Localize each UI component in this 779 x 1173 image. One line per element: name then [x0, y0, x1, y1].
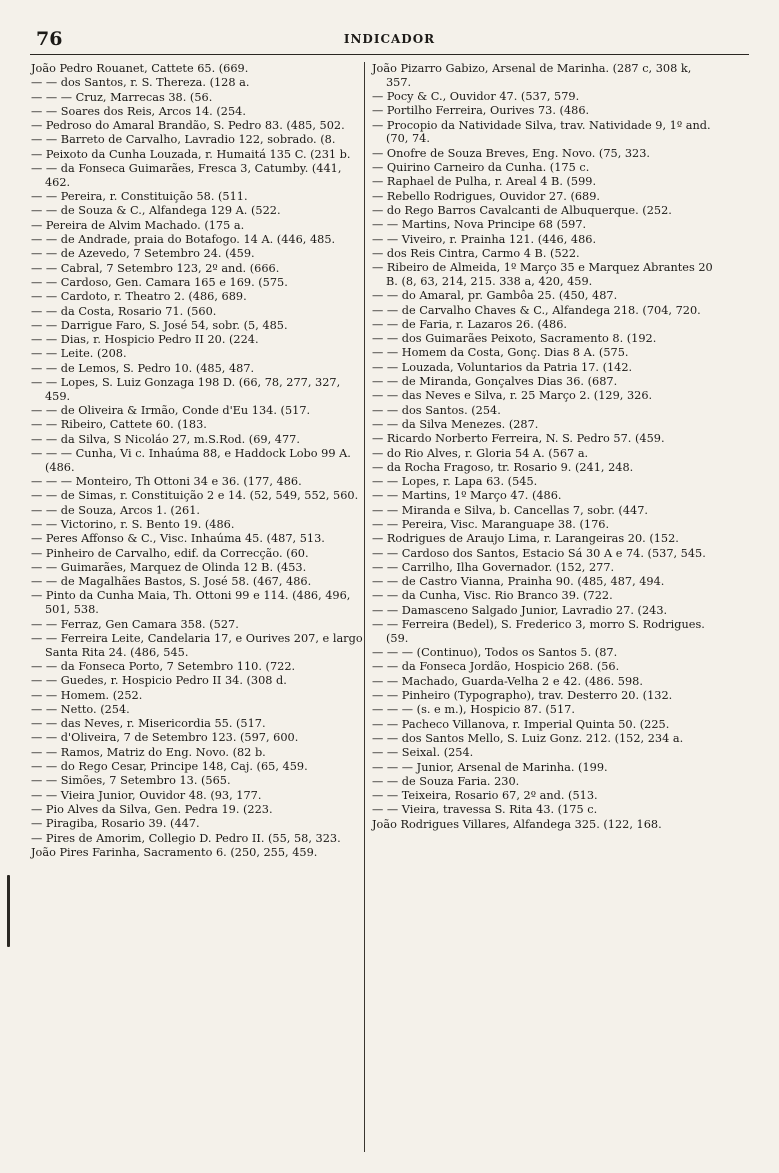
directory-entry: — Peres Affonso & C., Visc. Inhaúma 45. (487, 513. — [31, 532, 325, 546]
directory-entry: — — Miranda e Silva, b. Cancellas 7, sobr. (447. — [372, 503, 648, 517]
directory-entry: — — das Neves e Silva, r. 25 Março 2. (129, 326. — [372, 389, 653, 403]
page-number: 76 — [36, 28, 63, 50]
directory-entry: — — da Costa, Rosario 71. (560. — [31, 304, 217, 318]
directory-entry: — — Barreto de Carvalho, Lavradio 122, sobrado. (8. — [31, 133, 336, 147]
running-head: INDICADOR — [343, 32, 436, 46]
directory-entry: — — Cabral, 7 Setembro 123, 2º and. (666. — [31, 261, 280, 275]
directory-entry: — — — (s. e m.), Hospicio 87. (517. — [372, 703, 575, 717]
directory-entry: — — dos Guimarães Peixoto, Sacramento 8. (192. — [372, 332, 657, 346]
directory-entry: — — Pereira, Visc. Maranguape 38. (176. — [372, 518, 610, 531]
directory-entry: — — Martins, Nova Principe 68 (597. — [372, 218, 587, 232]
directory-entry: — Ricardo Norberto Ferreira, N. S. Pedro 57. (459. — [372, 432, 665, 446]
directory-entry: — da Rocha Fragoso, tr. Rosario 9. (241, 248. — [372, 460, 634, 474]
directory-entry: — — Machado, Guarda-Velha 2 e 42. (486. 598. — [372, 674, 643, 688]
directory-entry: — — — Cruz, Marrecas 38. (56. — [31, 90, 213, 104]
directory-entry: — — Ferreira Leite, Candelaria 17, e Ourives 207, e largo Santa Rita 24. (486, 545. — [31, 631, 363, 659]
directory-entry: — — de Azevedo, 7 Setembro 24. (459. — [31, 247, 255, 261]
directory-entry: — Rebello Rodrigues, Ouvidor 27. (689. — [372, 189, 601, 203]
directory-entry: — — dos Santos. (254. — [372, 403, 501, 417]
directory-entry: — Pio Alves da Silva, Gen. Pedra 19. (223. — [31, 802, 273, 816]
directory-entry: — — Martins, 1º Março 47. (486. — [372, 489, 562, 503]
directory-entry: — do Rio Alves, r. Gloria 54 A. (567 a. — [372, 446, 589, 460]
directory-entry: — — Cardoso, Gen. Camara 165 e 169. (575. — [31, 275, 288, 289]
directory-entry: — — Ribeiro, Cattete 60. (183. — [31, 418, 207, 432]
directory-entry: — Portilho Ferreira, Ourives 73. (486. — [372, 104, 590, 118]
directory-entry: — — d'Oliveira, 7 de Setembro 123. (597, 600. — [31, 731, 299, 745]
directory-entry: — — Seixal. (254. — [372, 746, 474, 760]
directory-entry: — — Viveiro, r. Prainha 121. (446, 486. — [372, 232, 597, 246]
directory-entry: — — de Souza Faria. 230. — [372, 774, 520, 788]
directory-entry: — Pinto da Cunha Maia, Th. Ottoni 99 e 114. (486, 496, 501, 538. — [31, 589, 351, 617]
directory-entry: — — Pinheiro (Typographo), trav. Desterro 20. (132. — [372, 689, 673, 703]
directory-entry: — — do Amaral, pr. Gambôa 25. (450, 487. — [372, 289, 618, 303]
directory-entry: — — Guedes, r. Hospicio Pedro II 34. (308 d. — [31, 674, 287, 688]
directory-entry: — — Lopes, r. Lapa 63. (545. — [372, 475, 538, 489]
directory-entry: — — Netto. (254. — [31, 702, 130, 716]
directory-entry: — — Leite. (208. — [31, 347, 127, 361]
directory-entry: — — de Oliveira & Irmão, Conde d'Eu 134. (517. — [31, 404, 311, 418]
directory-entry: — — Cardoto, r. Theatro 2. (486, 689. — [31, 290, 247, 304]
directory-entry: — — Ramos, Matriz do Eng. Novo. (82 b. — [31, 745, 266, 759]
directory-entry: — — — Monteiro, Th Ottoni 34 e 36. (177, 486. — [31, 475, 302, 489]
directory-entry: — Pereira de Alvim Machado. (175 a. — [31, 218, 245, 232]
directory-entry: — — da Silva Menezes. (287. — [372, 417, 539, 431]
directory-entry: — Pedroso do Amaral Brandão, S. Pedro 83. (485, 502. — [31, 119, 345, 133]
directory-entry: João Pedro Rouanet, Cattete 65. (669. — [31, 62, 249, 75]
directory-entry: — — de Souza & C., Alfandega 129 A. (522. — [31, 204, 281, 218]
directory-entry: — — Ferraz, Gen Camara 358. (527. — [31, 617, 239, 631]
directory-entry: — Pocy & C., Ouvidor 47. (537, 579. — [372, 90, 580, 104]
directory-entry: — — Dias, r. Hospicio Pedro II 20. (224. — [31, 333, 259, 347]
directory-entry: — — Homem. (252. — [31, 688, 143, 702]
directory-entry: — — Homem da Costa, Gonç. Dias 8 A. (575. — [372, 346, 629, 360]
directory-entry: — — da Cunha, Visc. Rio Branco 39. (722. — [372, 589, 613, 603]
directory-entry: — — de Faria, r. Lazaros 26. (486. — [372, 317, 567, 331]
right-column — [372, 62, 717, 832]
directory-entry: — — dos Santos, r. S. Thereza. (128 a. — [31, 76, 250, 90]
directory-entry: — — de Magalhães Bastos, S. José 58. (467, 486. — [31, 575, 312, 589]
margin-mark — [7, 875, 10, 947]
directory-entry: — Quirino Carneiro da Cunha. (175 c. — [372, 161, 590, 175]
directory-entry: — — do Rego Cesar, Principe 148, Caj. (65, 459. — [31, 760, 308, 774]
directory-entry: — — Darrigue Faro, S. José 54, sobr. (5, 485. — [31, 318, 288, 332]
directory-entry: — — Pereira, r. Constituição 58. (511. — [31, 190, 248, 204]
directory-entry: — Piragiba, Rosario 39. (447. — [31, 817, 200, 831]
directory-entry: — Procopio da Natividade Silva, trav. Natividade 9, 1º and. (70, 74. — [372, 118, 711, 146]
directory-entry: — — de Simas, r. Constituição 2 e 14. (52, 549, 552, 560. — [31, 489, 359, 503]
directory-entry: — — da Fonseca Porto, 7 Setembro 110. (722. — [31, 659, 296, 673]
directory-entry: — Peixoto da Cunha Louzada, r. Humaitá 135 C. (231 b. — [31, 147, 351, 161]
directory-entry: — — — Cunha, Vi c. Inhaúma 88, e Haddock Lobo 99 A. (486. — [31, 447, 351, 474]
directory-entry: — — da Fonseca Jordão, Hospicio 268. (56. — [372, 660, 620, 674]
directory-entry: — — das Neves, r. Misericordia 55. (517. — [31, 717, 266, 731]
directory-entry: — — de Miranda, Gonçalves Dias 36. (687. — [372, 375, 618, 389]
column-divider — [364, 62, 365, 1152]
directory-entry: — — Pacheco Villanova, r. Imperial Quinta 50. (225. — [372, 717, 670, 731]
page-header — [30, 28, 749, 55]
directory-entry: — dos Reis Cintra, Carmo 4 B. (522. — [372, 246, 580, 260]
directory-entry: — — Victorino, r. S. Bento 19. (486. — [31, 518, 235, 531]
directory-entry: — — Lopes, S. Luiz Gonzaga 198 D. (66, 78, 277, 327, 459. — [31, 376, 341, 403]
directory-entry: — — Damasceno Salgado Junior, Lavradio 27. (243. — [372, 603, 668, 617]
directory-entry: — — Teixeira, Rosario 67, 2º and. (513. — [372, 789, 598, 803]
directory-entry: — — Louzada, Voluntarios da Patria 17. (142. — [372, 360, 633, 374]
directory-entry: — — Vieira Junior, Ouvidor 48. (93, 177. — [31, 788, 262, 802]
directory-entry: João Rodrigues Villares, Alfandega 325. (122, 168. — [372, 817, 662, 831]
directory-entry: — Rodrigues de Araujo Lima, r. Larangeiras 20. (152. — [372, 532, 679, 546]
directory-entry: — — Vieira, travessa S. Rita 43. (175 c. — [372, 803, 598, 817]
directory-entry: — — de Castro Vianna, Prainha 90. (485, 487, 494. — [372, 575, 665, 589]
directory-entry: — — da Fonseca Guimarães, Fresca 3, Catumby. (441, 462. — [31, 162, 342, 189]
directory-entry: João Pires Farinha, Sacramento 6. (250, 255, 459. — [31, 845, 318, 859]
directory-entry: — — Simões, 7 Setembro 13. (565. — [31, 774, 231, 788]
directory-entry: — — de Carvalho Chaves & C., Alfandega 218. (704, 720. — [372, 303, 701, 317]
directory-entry: — — — Junior, Arsenal de Marinha. (199. — [372, 760, 608, 774]
directory-entry: — — de Lemos, S. Pedro 10. (485, 487. — [31, 361, 255, 375]
left-column — [31, 62, 363, 860]
directory-entry: — Ribeiro de Almeida, 1º Março 35 e Marquez Abrantes 20 B. (8, 63, 214, 215. 338 a, 420, 459. — [372, 261, 713, 288]
directory-entry: — — de Andrade, praia do Botafogo. 14 A. (446, 485. — [31, 233, 336, 247]
directory-entry: — — — (Continuo), Todos os Santos 5. (87. — [372, 646, 618, 660]
directory-entry: — Pires de Amorim, Collegio D. Pedro II. (55, 58, 323. — [31, 831, 341, 845]
directory-entry: — — Guimarães, Marquez de Olinda 12 B. (453. — [31, 560, 307, 574]
directory-entry: — — da Silva, S Nicoláo 27, m.S.Rod. (69, 477. — [31, 432, 300, 446]
directory-entry: — — Carrilho, Ilha Governador. (152, 277. — [372, 560, 615, 574]
directory-entry: — — dos Santos Mello, S. Luiz Gonz. 212. (152, 234 a. — [372, 731, 684, 745]
directory-entry: — Pinheiro de Carvalho, edif. da Correcção. (60. — [31, 546, 309, 560]
directory-entry: — Onofre de Souza Breves, Eng. Novo. (75, 323. — [372, 146, 651, 160]
directory-entry: — Raphael de Pulha, r. Areal 4 B. (599. — [372, 175, 597, 189]
directory-entry: — do Rego Barros Cavalcanti de Albuquerque. (252. — [372, 203, 672, 217]
directory-entry: — — de Souza, Arcos 1. (261. — [31, 503, 200, 517]
directory-entry: — — Soares dos Reis, Arcos 14. (254. — [31, 104, 246, 118]
directory-entry: — — Cardoso dos Santos, Estacio Sá 30 A e 74. (537, 545. — [372, 546, 706, 560]
directory-entry: João Pizarro Gabizo, Arsenal de Marinha. (287 c, 308 k, 357. — [372, 62, 692, 89]
directory-entry: — — Ferreira (Bedel), S. Frederico 3, morro S. Rodrigues. (59. — [372, 618, 705, 645]
